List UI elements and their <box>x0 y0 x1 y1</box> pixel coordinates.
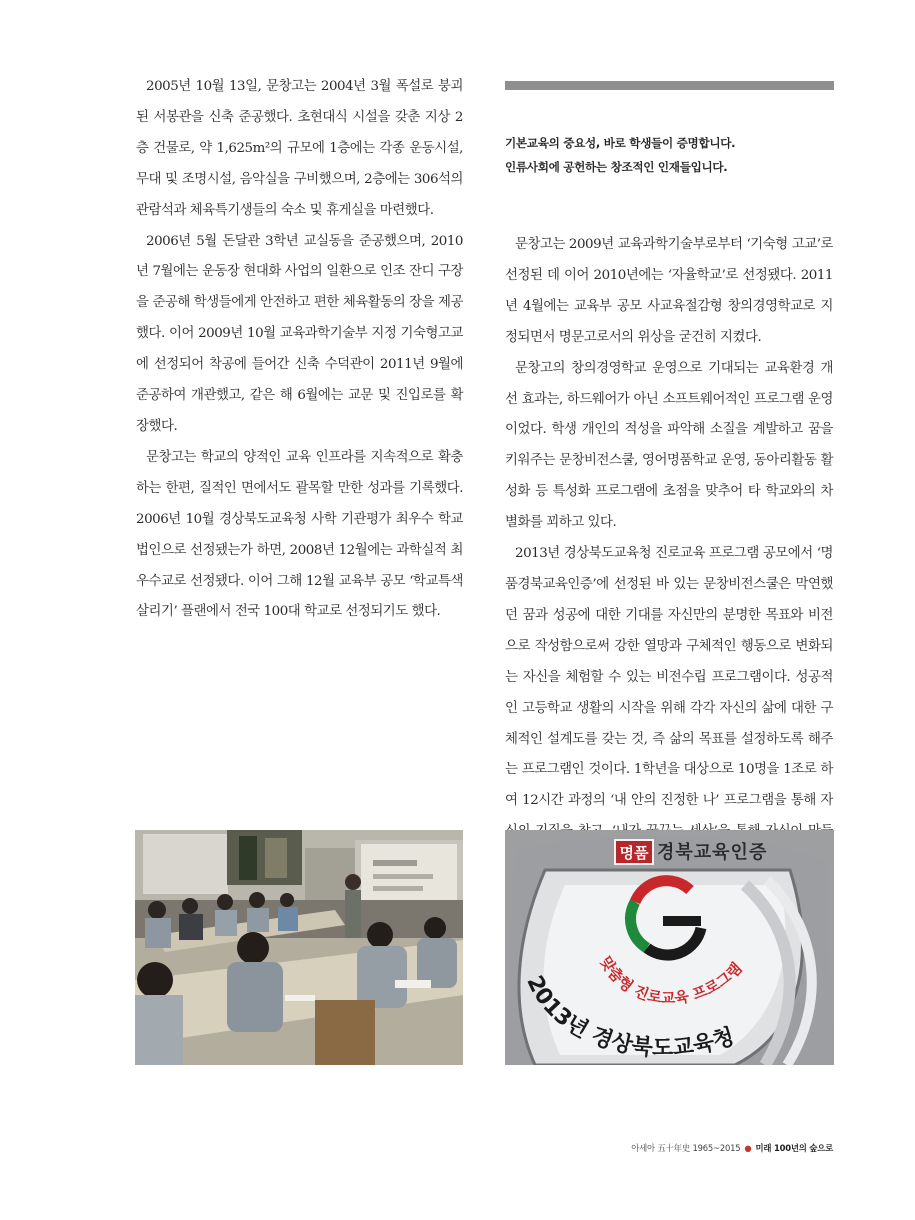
footer-section-title: 미래 100년의 숲으로 <box>755 1143 833 1153</box>
headline-line: 인류사회에 공헌하는 창조적인 인재들입니다. <box>505 160 728 174</box>
page-footer <box>631 1142 833 1154</box>
classroom-photo <box>135 830 463 1065</box>
paragraph: 2013년 경상북도교육청 진로교육 프로그램 공모에서 ‘명품경북교육인증’에 선정된 바 있는 문창비전스쿨은 막연했던 꿈과 성공에 대한 기대를 자신만의 분명한 목표와 비전으로 작성함으로써 강한 열망과 구체적인 행동으로 변화되는 자신을 체험할 수 있는 비전수립 프로그램이다. 성공적인 고등학교 생활의 시작을 위해 각각 자신의 삶에 대한 구체적인 설계도를 갖는 것, 즉 삶의 목표를 설정하도록 해주는 프로그램인 것이다. 1학년을 대상으로 10명을 1조로 하여 12시간 과정의 ‘내 안의 진정한 나’ 프로그램을 통해 자 <box>505 546 833 809</box>
classroom-illustration <box>135 830 463 1065</box>
paragraph: 문창고는 학교의 양적인 교육 인프라를 지속적으로 확충하는 한편, 질적인 면에서도 괄목할 만한 성과를 기록했다. 2006년 10월 경상북도교육청 사학 기관평가 최우수 학교법인으로 선정됐는가 하면, 2008년 12월에는 과학실적 최우수교로 선정됐다. 이어 그해 12월 교육부 공모 ‘학교특색살리기’ 플랜에서 전국 100대 학교로 선정되기도 했다. <box>136 449 463 620</box>
plaque-outer-arc-text: 2013년 경상북도교육청 <box>521 971 738 1062</box>
footer-separator-icon: ● <box>744 1143 752 1153</box>
paragraph: 문창고는 2009년 교육과학기술부로부터 ‘기숙형 고교’로 선정된 데 이어 2010년에는 ‘자율학교’로 선정됐다. 2011년 4월에는 교육부 공모 사교육절감형 창의경영학교로 지정되면서 명문고로서의 위상을 굳건히 지켰다. <box>505 237 833 345</box>
paragraph: 2006년 5월 돈달관 3학년 교실동을 준공했으며, 2010년 7월에는 운동장 현대화 사업의 일환으로 인조 잔디 구장을 준공해 학생들에게 안전하고 편한 체육활동의 장을 제공했다. 이어 2009년 10월 교육과학기술부 지정 기숙형고교에 선정되어 착공에 들어간 신축 수덕관이 2011년 9월에 준공하여 개관했고, 같은 해 6월에는 교문 및 진입로를 확장했다. <box>136 233 463 434</box>
paragraph: 문창고의 창의경영학교 운영으로 기대되는 교육환경 개선 효과는, 하드웨어가 아닌 소프트웨어적인 프로그램 운영이었다. 학생 개인의 적성을 파악해 소질을 계발하고 꿈을 키워주는 문창비전스쿨, 영어명품학교 운영, 동아리활동 활성화 등 특성화 프로그램에 초점을 맞추어 타 학교와의 차별화를 꾀하고 있다. <box>505 360 833 531</box>
right-text-column <box>505 230 833 879</box>
plaque-badge-text: 명품 <box>619 844 649 862</box>
headline-line: 기본교육의 중요성, 바로 학생들이 증명합니다. <box>505 136 736 150</box>
headline <box>505 131 835 179</box>
certification-plaque-photo <box>505 830 834 1065</box>
plaque-illustration <box>505 830 834 1065</box>
plaque-title-text: 경북교육인증 <box>657 842 768 863</box>
left-text-column <box>136 72 463 628</box>
footer-book-title: 아세아 五十年史 1965~2015 <box>631 1143 741 1153</box>
section-divider-bar <box>505 81 834 90</box>
paragraph: 2005년 10월 13일, 문창고는 2004년 3월 폭설로 붕괴된 서봉관을 신축 준공했다. 초현대식 시설을 갖춘 지상 2층 건물로, 약 1,625m²의 규모에 1층에는 각종 운동시설, 무대 및 조명시설, 음악실을 구비했으며, 2층에는 306석의 관람석과 체육특기생들의 숙소 및 휴게실을 마련했다. <box>136 79 463 218</box>
plaque-inner-arc-text: 맞춤형 진로교육 프로그램 <box>596 953 746 1008</box>
